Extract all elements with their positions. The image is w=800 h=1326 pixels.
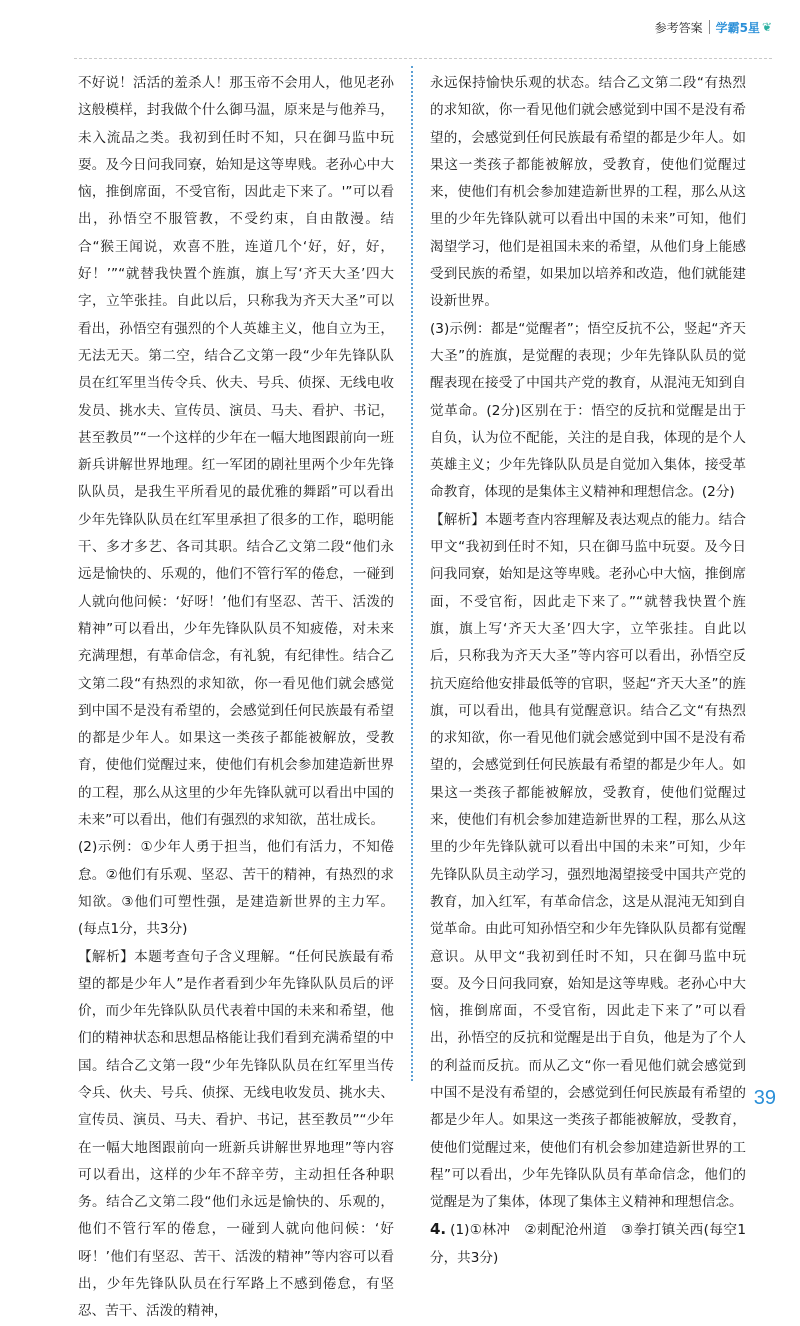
answer-paragraph-3: (3)示例：都是“觉醒者”；悟空反抗不公，竖起“齐天大圣”的旌旗，是觉醒的表现；少年先锋队队员的觉醒表现在接受了中国共产党的教育，从混沌无知到自觉革命。(2分)区别在于：悟空的反抗和觉醒是出于自负，认为位不配能，关注的是自我，体现的是个人英雄主义；少年先锋队队员是自觉加入集体，接受革命教育，体现的是集体主义精神和理想信念。(2分) bbox=[430, 320, 746, 501]
page-number: 39 bbox=[753, 1087, 776, 1109]
question-4-number: 4. bbox=[430, 1220, 447, 1239]
header-rule bbox=[74, 58, 772, 59]
page-header bbox=[655, 14, 772, 40]
question-4-answer: (1)①林冲 ②刺配沧州道 ③拳打镇关西(每空1分，共3分) bbox=[430, 1222, 746, 1266]
left-column bbox=[78, 70, 394, 1326]
column-divider bbox=[411, 66, 413, 1081]
right-column bbox=[430, 70, 746, 1272]
answer-paragraph-2: (2)示例：①少年人勇于担当，他们有活力，不知倦怠。②他们有乐观、坚忍、苦干的精神，有热烈的求知欲。③他们可塑性强，是建造新世界的主力军。(每点1分，共3分) bbox=[78, 839, 394, 938]
analysis-paragraph-2: 【解析】本题考查句子含义理解。“任何民族最有希望的都是少年人”是作者看到少年先锋队队员后的评价，而少年先锋队队员代表着中国的未来和希望，他们的精神状态和思想品格能让我们看到充满希望的中国。结合乙文第一段“少年先锋队队员在红军里当传令兵、伙夫、号兵、侦探、无线电收发员、挑水夫、宣传员、演员、马夫、看护、书记，甚至教员”“少年在一幅大地图跟前向一班新兵讲解世界地理”等内容可以看出，这样的少年不辞辛劳，主动担任各种职务。结合乙文第二段“他们永远是愉快的、乐观的，他们不管行军的倦怠，一碰到人就向他问候：‘好呀！’他们有坚忍、苦干、活泼的精神”等内容可以看出，少年先锋队队员在行军路上不感到倦怠，有坚忍、苦干、活泼的精神， bbox=[78, 948, 394, 1320]
question-4 bbox=[430, 1216, 746, 1272]
header-separator bbox=[709, 20, 710, 34]
analysis-paragraph-3: 【解析】本题考查内容理解及表达观点的能力。结合甲文“我初到任时不知，只在御马监中玩耍。及今日问我同寮，始知是这等卑贱。老孙心中大恼，推倒席面，不受官衔，因此走下来了。”“就替我快置个旌旗，旗上写‘齐天大圣’四大字，立竿张挂。自此以后，只称我为齐天大圣”等内容可以看出，孙悟空反抗天庭给他安排最低等的官职，竖起“齐天大圣”的旌旗，可以看出，他具有觉醒意识。结合乙文“有热烈的求知欲，你一看见他们就会感觉到中国不是没有希望的，会感觉到任何民族最有希望的都是少年人。如果这一类孩子都能被解放，受教育，使他们觉醒过来，使他们有机会参加建造新世界的工程，那么从这里的少年先锋队就可以看出中国的未来”可知，少年先锋队队员主动学习，强烈地渴望接受中国共产党的教育，加入红军，有革命信念，这是从混沌无知到自觉革命。由此可知孙悟空和少年先锋队队员都有觉醒意识。从甲文“我初到任时不知，只在御马监中玩耍。及今日问我同寮，始知是这等卑贱。老孙心中大恼，推倒席面，不受官衔，因此走下来了”可以看出，孙悟空的反抗和觉醒是出于自负，他是为了个人的利益而反抗。而从乙文“你一看见他们就会感觉到中国不是没有希望的，会感觉到任何民族最有希望的都是少年人。如果这一类孩子都能被解放，受教育，使他们觉醒过来，使他们有机会参加建造新世界的工程”可以看出，少年先锋队队员有革命信念，他们的觉醒是为了集体，体现了集体主义精神和理想信念。 bbox=[430, 511, 746, 1211]
header-section-label: 参考答案 bbox=[654, 20, 703, 35]
brand-logo: 学霸5星 bbox=[715, 20, 760, 35]
analysis-paragraph-2-continued: 永远保持愉快乐观的状态。结合乙文第二段“有热烈的求知欲，你一看见他们就会感觉到中国不是没有希望的，会感觉到任何民族最有希望的都是少年人。如果这一类孩子都能被解放，受教育，使他们觉醒过来，使他们有机会参加建造新世界的工程，那么从这里的少年先锋队就可以看出中国的未来”可知，他们渴望学习，他们是祖国未来的希望，从他们身上能感受到民族的希望，如果加以培养和改造，他们就能建设新世界。 bbox=[430, 75, 746, 310]
answer-paragraph-1-continued: 不好说！活活的羞杀人！那玉帝不会用人，他见老孙这般模样，封我做个什么御马温，原来是与他养马，未入流品之类。我初到任时不知，只在御马监中玩耍。及今日问我同寮，始知是这等卑贱。老孙心中大恼，推倒席面，不受官衔，因此走下来了。'”可以看出，孙悟空不服管教，不受约束，自由散漫。结合“猴王闻说，欢喜不胜，连道几个‘好，好，好，好！’”“就替我快置个旌旗，旗上写‘齐天大圣’四大字，立竿张挂。自此以后，只称我为齐天大圣”可以看出，孙悟空有强烈的个人英雄主义，他自立为王，无法无天。第二空，结合乙文第一段“少年先锋队队员在红军里当传令兵、伙夫、号兵、侦探、无线电收发员、挑水夫、宣传员、演员、马夫、看护、书记，甚至教员”“一个这样的少年在一幅大地图跟前向一班新兵讲解世界地理。红一军团的剧社里两个少年先锋队队员，是我生平所看见的最优雅的舞蹈”可以看出少年先锋队队员在红军里承担了很多的工作，聪明能干、多才多艺、各司其职。结合乙文第二段“他们永远是愉快的、乐观的，他们不管行军的倦怠，一碰到人就向他问候：‘好呀！’他们有坚忍、苦干、活泼的精神”可以看出，少年先锋队队员不知疲倦，对未来充满理想，有革命信念，有礼貌，有纪律性。结合乙文第二段“有热烈的求知欲，你一看见他们就会感觉到中国不是没有希望的，会感觉到任何民族最有希望的都是少年人。如果这一类孩子都能被解放，受教育，使他们觉醒过来，使他们有机会参加建造新世界的工程，那么从这里的少年先锋队就可以看出中国的未来”可以看出，他们有强烈的求知欲，茁壮成长。 bbox=[78, 75, 394, 829]
leaf-icon: ❦ bbox=[761, 20, 772, 34]
